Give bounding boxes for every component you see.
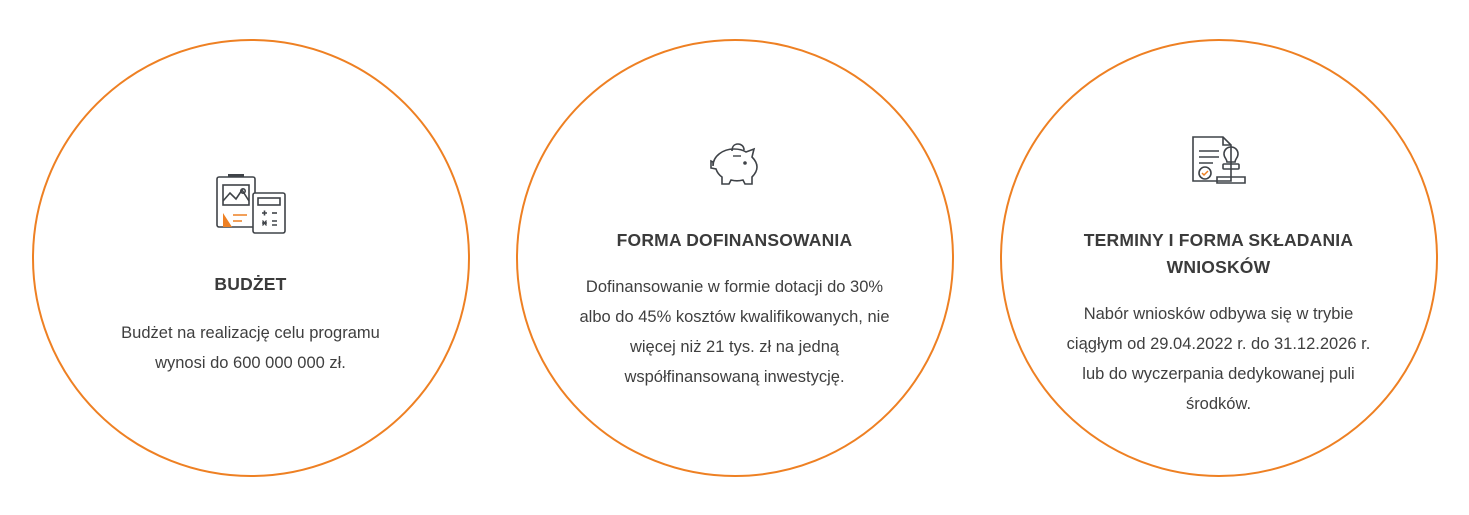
card-title: BUDŻET [214, 273, 287, 294]
card-body: Dofinansowanie w formie dotacji do 30% albo do 45% kosztów kwalifikowanych, nie więcej niż 21 tys. zł na jedną współfinansowaną inwestycję. [579, 277, 890, 386]
clipboard-calculator-icon [213, 173, 289, 235]
info-card-budzet [32, 39, 470, 477]
card-body: Nabór wniosków odbywa się w trybie ciągłym od 29.04.2022 r. do 31.12.2026 r. lub do wyczerpania dedykowanej puli środków. [1066, 304, 1371, 413]
card-title: TERMINY I FORMA SKŁADANIA WNIOSKÓW [1083, 229, 1354, 277]
card-title: FORMA DOFINANSOWANIA [616, 229, 853, 250]
piggy-bank-icon [700, 135, 770, 191]
document-stamp-icon [1181, 133, 1257, 195]
info-card-terminy-i-forma-skladania-wnioskow [1000, 39, 1438, 477]
info-card-forma-dofinansowania [516, 39, 954, 477]
card-body: Budżet na realizację celu programu wynosi do 600 000 000 zł. [121, 323, 380, 372]
